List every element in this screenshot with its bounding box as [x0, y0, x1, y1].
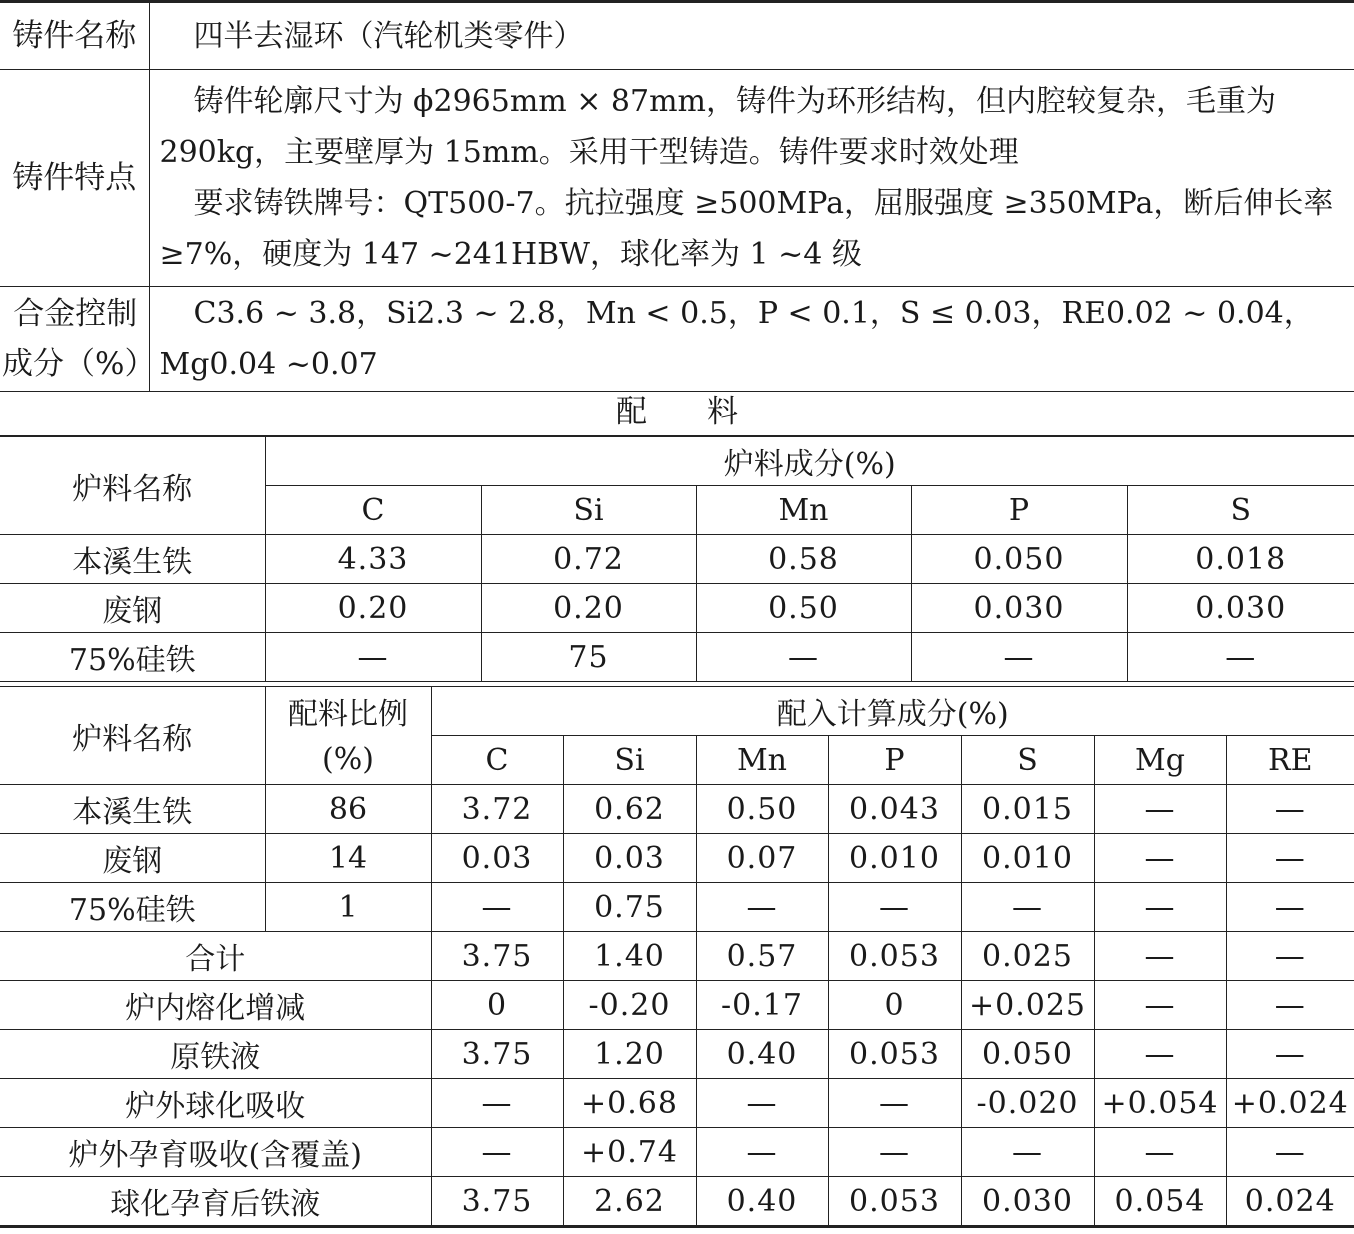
calc-col-re: RE — [1226, 736, 1354, 785]
cell: — — [431, 1079, 563, 1128]
cell: 0.75 — [563, 883, 696, 932]
cell: — — [1226, 1128, 1354, 1177]
charge-col-si: Si — [481, 486, 696, 535]
cell: — — [1094, 1030, 1226, 1079]
cell: 0.20 — [265, 584, 481, 633]
cell: 0.03 — [431, 834, 563, 883]
cell: 0.07 — [696, 834, 828, 883]
cell: 0.50 — [696, 785, 828, 834]
cell: — — [1226, 834, 1354, 883]
charge-header-row — [0, 437, 1354, 486]
calc-ratio-header: 配料比例 — [265, 687, 431, 736]
row-ratio: 86 — [265, 785, 431, 834]
cell: — — [696, 1128, 828, 1177]
cell: 3.75 — [431, 1030, 563, 1079]
cell: 0.025 — [961, 932, 1094, 981]
calc-col-mg: Mg — [1094, 736, 1226, 785]
cell: — — [828, 1128, 961, 1177]
row-name: 炉内熔化增减 — [0, 981, 431, 1030]
cell: — — [265, 633, 481, 682]
cell: — — [1094, 932, 1226, 981]
cell: 3.72 — [431, 785, 563, 834]
cell: 0.010 — [828, 834, 961, 883]
summary-row — [0, 932, 1354, 981]
casting-info-table — [0, 0, 1354, 392]
cell: 0.030 — [911, 584, 1127, 633]
cell: 1.40 — [563, 932, 696, 981]
cell: +0.024 — [1226, 1079, 1354, 1128]
charge-col-mn: Mn — [696, 486, 911, 535]
charge-col-c: C — [265, 486, 481, 535]
cell: 0.015 — [961, 785, 1094, 834]
section-title-batching: 配料 — [0, 388, 1354, 436]
cell: 0.72 — [481, 535, 696, 584]
casting-name-row — [0, 2, 1354, 70]
cell: 0.043 — [828, 785, 961, 834]
cell: — — [828, 883, 961, 932]
alloy-control-label: 合金控制 成分（%） — [0, 287, 149, 392]
calc-col-si: Si — [563, 736, 696, 785]
alloy-control-row — [0, 287, 1354, 392]
summary-row — [0, 1177, 1354, 1227]
calc-col-c: C — [431, 736, 563, 785]
summary-row — [0, 981, 1354, 1030]
cell: — — [1226, 785, 1354, 834]
cell: — — [696, 633, 911, 682]
row-name: 废钢 — [0, 584, 265, 633]
row-name: 废钢 — [0, 834, 265, 883]
cell: 0.050 — [961, 1030, 1094, 1079]
cell: 0.053 — [828, 1030, 961, 1079]
cell: 0.40 — [696, 1030, 828, 1079]
cell: +0.054 — [1094, 1079, 1226, 1128]
cell: 2.62 — [563, 1177, 696, 1227]
cell: +0.025 — [961, 981, 1094, 1030]
cell: — — [696, 883, 828, 932]
table-row — [0, 834, 1354, 883]
cell: 4.33 — [265, 535, 481, 584]
cell: 0.054 — [1094, 1177, 1226, 1227]
cell: — — [1226, 1030, 1354, 1079]
cell: — — [911, 633, 1127, 682]
table-row — [0, 785, 1354, 834]
summary-row — [0, 1128, 1354, 1177]
calc-col-s: S — [961, 736, 1094, 785]
casting-feature-row — [0, 70, 1354, 287]
calc-header-row — [0, 687, 1354, 736]
cell: — — [1094, 785, 1226, 834]
cell: 0.024 — [1226, 1177, 1354, 1227]
cell: — — [1094, 834, 1226, 883]
feature-paragraph-2: 要求铸铁牌号：QT500-7。抗拉强度 ≥500MPa，屈服强度 ≥350MPa，断后伸长率 ≥7%，硬度为 147 ~241HBW，球化率为 1 ~4 级 — [159, 186, 1334, 272]
row-name: 75%硅铁 — [0, 883, 265, 932]
cell: — — [1094, 1128, 1226, 1177]
cell: +0.68 — [563, 1079, 696, 1128]
cell: 0.053 — [828, 932, 961, 981]
row-name: 75%硅铁 — [0, 633, 265, 682]
cell: — — [431, 1128, 563, 1177]
row-name: 本溪生铁 — [0, 785, 265, 834]
calc-col-p: P — [828, 736, 961, 785]
table-row — [0, 584, 1354, 633]
cell: 0.053 — [828, 1177, 961, 1227]
cell: 0.030 — [1127, 584, 1354, 633]
cell: — — [1226, 932, 1354, 981]
casting-name-value: 四半去湿环（汽轮机类零件） — [149, 2, 1354, 70]
cell: 3.75 — [431, 1177, 563, 1227]
table-row — [0, 633, 1354, 682]
cell: 0.20 — [481, 584, 696, 633]
cell: — — [1226, 883, 1354, 932]
cell: -0.020 — [961, 1079, 1094, 1128]
calc-name-header: 炉料名称 — [0, 687, 265, 785]
cell: 0.57 — [696, 932, 828, 981]
calc-group-header: 配入计算成分(%) — [431, 687, 1354, 736]
table-row — [0, 883, 1354, 932]
row-name: 本溪生铁 — [0, 535, 265, 584]
cell: 0.010 — [961, 834, 1094, 883]
casting-feature-label: 铸件特点 — [0, 70, 149, 287]
cell: 0.018 — [1127, 535, 1354, 584]
cell: — — [1094, 883, 1226, 932]
row-name: 炉外孕育吸收(含覆盖) — [0, 1128, 431, 1177]
row-name: 原铁液 — [0, 1030, 431, 1079]
batching-calculation-table — [0, 686, 1354, 1228]
charge-composition-table — [0, 436, 1354, 682]
charge-name-header: 炉料名称 — [0, 437, 265, 535]
table-row — [0, 535, 1354, 584]
summary-row — [0, 1079, 1354, 1128]
cell: 3.75 — [431, 932, 563, 981]
cell: — — [961, 1128, 1094, 1177]
cell: — — [696, 1079, 828, 1128]
charge-col-p: P — [911, 486, 1127, 535]
cell: -0.20 — [563, 981, 696, 1030]
cell: 1.20 — [563, 1030, 696, 1079]
cell: — — [1127, 633, 1354, 682]
cell: — — [961, 883, 1094, 932]
casting-name-label: 铸件名称 — [0, 2, 149, 70]
cell: 0.62 — [563, 785, 696, 834]
cell: 0.58 — [696, 535, 911, 584]
cell: 0.030 — [961, 1177, 1094, 1227]
alloy-control-value: C3.6 ~ 3.8，Si2.3 ~ 2.8，Mn < 0.5，P < 0.1，S ≤ 0.03，RE0.02 ~ 0.04，Mg0.04 ~0.07 — [149, 287, 1354, 392]
cell: 0.03 — [563, 834, 696, 883]
casting-feature-value — [149, 70, 1354, 287]
cell: +0.74 — [563, 1128, 696, 1177]
cell: 0.050 — [911, 535, 1127, 584]
cell: — — [828, 1079, 961, 1128]
cell: — — [1226, 981, 1354, 1030]
feature-paragraph-1: 铸件轮廓尺寸为 ϕ2965mm × 87mm，铸件为环形结构，但内腔较复杂，毛重为 290kg，主要壁厚为 15mm。采用干型铸造。铸件要求时效处理 — [159, 84, 1277, 170]
cell: 0.50 — [696, 584, 911, 633]
cell: — — [1094, 981, 1226, 1030]
row-ratio: 1 — [265, 883, 431, 932]
calc-col-mn: Mn — [696, 736, 828, 785]
charge-col-s: S — [1127, 486, 1354, 535]
charge-group-header: 炉料成分(%) — [265, 437, 1354, 486]
cell: — — [431, 883, 563, 932]
cell: 0.40 — [696, 1177, 828, 1227]
cell: 0 — [828, 981, 961, 1030]
cell: 75 — [481, 633, 696, 682]
cell: 0 — [431, 981, 563, 1030]
row-ratio: 14 — [265, 834, 431, 883]
row-name: 炉外球化吸收 — [0, 1079, 431, 1128]
row-name: 球化孕育后铁液 — [0, 1177, 431, 1227]
row-name: 合计 — [0, 932, 431, 981]
summary-row — [0, 1030, 1354, 1079]
calc-ratio-unit: (%) — [265, 736, 431, 785]
cell: -0.17 — [696, 981, 828, 1030]
